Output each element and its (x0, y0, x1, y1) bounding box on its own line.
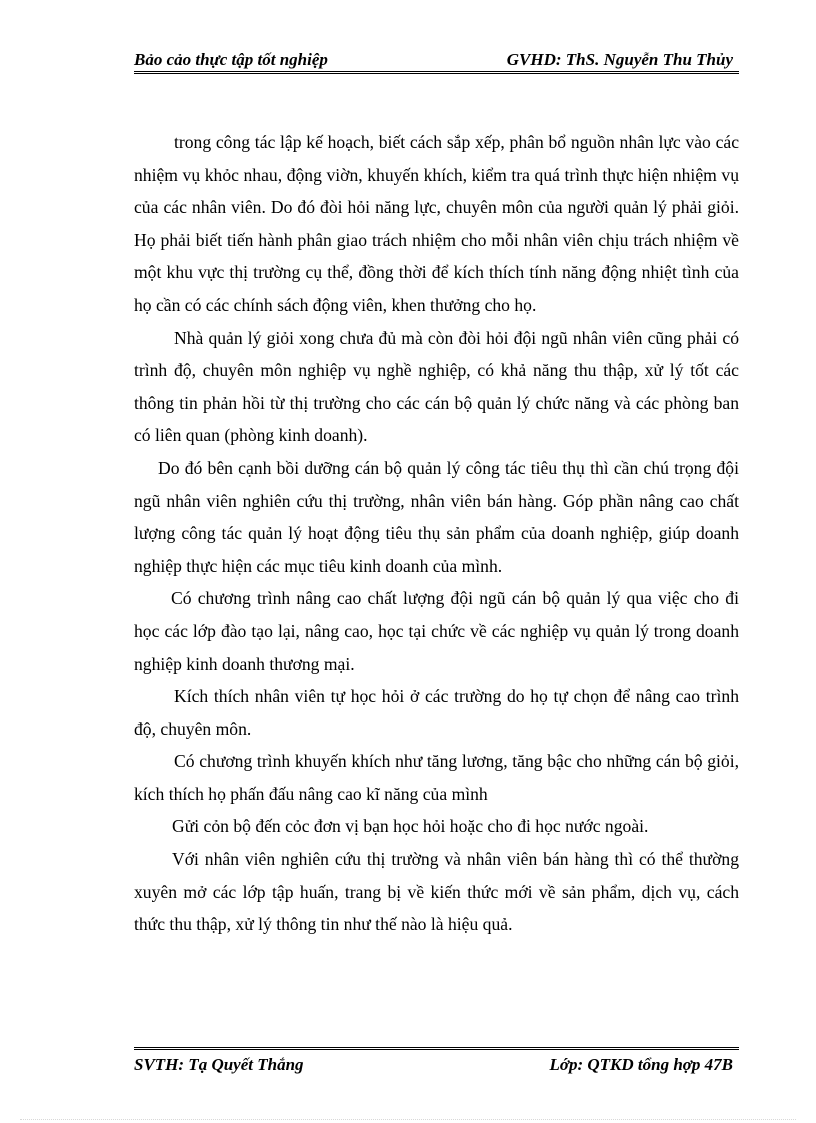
student-name: SVTH: Tạ Quyết Thắng (134, 1055, 304, 1074)
page-header (134, 48, 739, 72)
supervisor-name: GVHD: ThS. Nguyễn Thu Thủy (506, 50, 733, 69)
report-title: Bảo cảo thực tập tốt nghiệp (134, 50, 328, 69)
paragraph-3: Do đó bên cạnh bồi dưỡng cán bộ quản lý công tác tiêu thụ thì cần chú trọng đội ngũ nhân viên nghiên cứu thị trường, nhân viên bán hàng. Góp phần nâng cao chất lượng công tác quản lý hoạt động tiêu thụ sản phẩm của doanh nghiệp, giúp doanh nghiệp thực hiện các mục tiêu kinh doanh của mình. (134, 457, 739, 576)
paragraph-8: Với nhân viên nghiên cứu thị trường và nhân viên bán hàng thì có thể thường xuyên mở các lớp tập huấn, trang bị về kiến thức mới về sản phẩm, dịch vụ, cách thức thu thập, xử lý thông tin như thế nào là hiệu quả. (134, 849, 739, 935)
header-divider (134, 71, 739, 74)
document-body (134, 126, 739, 941)
paragraph-7: Gửi cỏn bộ đến cỏc đơn vị bạn học hỏi hoặc cho đi học nước ngoài. (172, 816, 649, 837)
footer-divider (134, 1047, 739, 1050)
page-bottom-edge (20, 1119, 796, 1120)
paragraph-2: Nhà quản lý giỏi xong chưa đủ mà còn đòi hỏi đội ngũ nhân viên cũng phải có trình độ, chuyên môn nghiệp vụ nghề nghiệp, có khả năng thu thập, xử lý tốt các thông tin phản hồi từ thị trường cho các cán bộ quản lý chức năng và các phòng ban có liên quan (phòng kinh doanh). (134, 327, 739, 446)
page-footer (134, 1053, 739, 1077)
class-name: Lớp: QTKD tổng hợp 47B (549, 1055, 733, 1074)
paragraph-4: Có chương trình nâng cao chất lượng đội ngũ cán bộ quản lý qua việc cho đi học các lớp đào tạo lại, nâng cao, học tại chức về các nghiệp vụ quản lý trong doanh nghiệp kinh doanh thương mại. (134, 588, 739, 674)
paragraph-5: Kích thích nhân viên tự học hỏi ở các trường do họ tự chọn để nâng cao trình độ, chuyên môn. (134, 686, 739, 739)
paragraph-6: Có chương trình khuyến khích như tăng lương, tăng bậc cho những cán bộ giỏi, kích thích họ phấn đấu nâng cao kĩ năng của mình (134, 751, 739, 804)
paragraph-1: trong công tác lập kế hoạch, biết cách sắp xếp, phân bổ nguồn nhân lực vào các nhiệm vụ khỏc nhau, động viờn, khuyến khích, kiểm tra quá trình thực hiện nhiệm vụ của các nhân viên. Do đó đòi hỏi năng lực, chuyên môn của người quản lý phải giỏi. Họ phải biết tiến hành phân giao trách nhiệm cho mỗi nhân viên chịu trách nhiệm về một khu vực thị trường cụ thể, đồng thời để kích thích tính năng động nhiệt tình của họ cần có các chính sách động viên, khen thưởng cho họ. (134, 132, 739, 315)
